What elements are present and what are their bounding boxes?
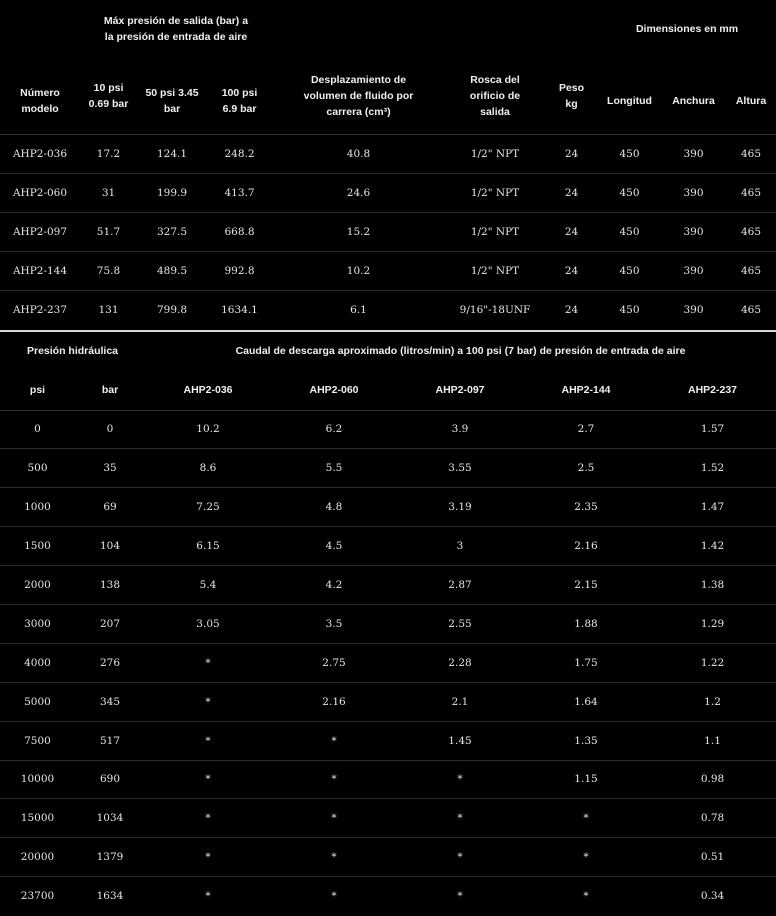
table-row — [0, 213, 776, 252]
table-cell: 10000 — [20, 773, 55, 786]
table-cell: 1.88 — [574, 617, 598, 630]
table-cell: 51.7 — [96, 226, 121, 238]
table-cell: 24 — [564, 187, 579, 199]
flow-group-flow-header: Caudal de descarga aproximado (litros/min) a 100 psi (7 bar) de presión de entrada de aire — [235, 345, 686, 357]
col-10psi-header: 10 psi 0.69 bar — [88, 82, 129, 110]
table-cell: 345 — [99, 695, 121, 708]
table-cell: 15.2 — [346, 226, 371, 238]
table-cell: 465 — [740, 187, 762, 199]
table-cell: 6.15 — [196, 540, 220, 553]
table-row — [0, 682, 776, 721]
specs-group-dimensions-header: Dimensiones en mm — [635, 23, 739, 35]
col-displacement-header: Desplazamiento de volumen de fluido por carrera (cm³) — [303, 74, 414, 118]
table-cell: AHP2-237 — [12, 304, 68, 317]
col-bar-header: bar — [101, 384, 119, 396]
table-row — [0, 721, 776, 760]
flow-group-pressure-header: Presión hidráulica — [26, 345, 119, 357]
table-cell: 465 — [740, 304, 762, 317]
table-cell: 1634.1 — [221, 304, 258, 317]
table-row — [0, 604, 776, 643]
table-cell: 17.2 — [96, 148, 121, 160]
table-row — [0, 643, 776, 682]
table-cell: * — [583, 851, 589, 864]
table-cell: 75.8 — [96, 265, 121, 277]
table-cell: 5000 — [24, 695, 51, 708]
table-cell: * — [331, 773, 337, 786]
table-cell: 2.15 — [574, 579, 598, 591]
specs-group-pressure-header: Máx presión de salida (bar) a la presión de entrada de aire — [103, 15, 249, 43]
table-cell: 327.5 — [156, 226, 188, 238]
table-cell: 1/2" NPT — [470, 187, 520, 199]
table-cell: 2.87 — [448, 579, 472, 591]
table-cell: 799.8 — [156, 304, 188, 317]
table-cell: 24 — [564, 265, 579, 277]
table-cell: 1/2" NPT — [470, 226, 520, 238]
table-cell: * — [205, 695, 211, 708]
col-weight-header: Peso kg — [558, 82, 585, 110]
table-cell: 489.5 — [156, 265, 188, 277]
col-psi-header: psi — [29, 384, 46, 396]
table-cell: 1000 — [24, 501, 51, 514]
table-cell: 4.5 — [325, 540, 343, 553]
table-cell: 690 — [99, 773, 121, 786]
table-cell: 2.16 — [322, 695, 346, 708]
table-row — [0, 760, 776, 799]
table-cell: 450 — [619, 304, 640, 317]
table-cell: 1.29 — [700, 617, 725, 630]
col-100psi-header: 100 psi 6.9 bar — [221, 87, 258, 115]
table-cell: 450 — [619, 187, 640, 199]
table-cell: 1500 — [24, 540, 51, 553]
table-cell: * — [457, 851, 463, 864]
table-cell: * — [457, 773, 463, 786]
table-cell: 1.1 — [704, 734, 721, 747]
col-length-header: Longitud — [607, 95, 652, 107]
table-cell: 465 — [740, 226, 762, 238]
table-cell: 131 — [98, 304, 119, 317]
table-cell: 450 — [619, 226, 640, 238]
table-cell: * — [331, 812, 337, 825]
table-row — [0, 799, 776, 838]
table-cell: 2.7 — [577, 423, 595, 436]
table-cell: 1.2 — [704, 695, 721, 708]
specs-table — [0, 0, 776, 330]
table-cell: 15000 — [20, 812, 55, 825]
table-cell: 6.2 — [325, 423, 343, 436]
table-cell: 3.5 — [325, 617, 343, 630]
table-cell: 1.22 — [700, 656, 725, 669]
table-cell: * — [205, 773, 211, 786]
table-row — [0, 838, 776, 877]
table-cell: 500 — [27, 462, 48, 475]
table-cell: 390 — [683, 265, 704, 277]
table-cell: 8.6 — [199, 462, 217, 475]
table-cell: 24 — [564, 148, 579, 160]
table-cell: * — [205, 890, 211, 903]
table-cell: 24 — [564, 226, 579, 238]
table-cell: 199.9 — [156, 187, 188, 199]
table-cell: AHP2-097 — [12, 226, 68, 238]
table-cell: 465 — [740, 265, 762, 277]
table-cell: 1.15 — [574, 773, 598, 786]
table-cell: 276 — [99, 656, 121, 669]
table-cell: AHP2-036 — [12, 148, 68, 160]
table-cell: 69 — [103, 501, 117, 514]
table-cell: 23700 — [20, 890, 55, 903]
table-cell: 1.47 — [700, 501, 725, 514]
table-cell: 992.8 — [224, 265, 255, 277]
table-cell: * — [331, 851, 337, 864]
table-cell: 1.42 — [700, 540, 725, 553]
table-cell: 104 — [99, 540, 121, 553]
table-cell: 207 — [99, 617, 121, 630]
col-model-036-header: AHP2-036 — [183, 384, 233, 396]
table-row — [0, 527, 776, 566]
table-cell: 40.8 — [346, 148, 371, 160]
table-row — [0, 291, 776, 330]
col-50psi-header: 50 psi 3.45 bar — [145, 87, 199, 115]
table-cell: 4.2 — [325, 579, 343, 591]
table-cell: 24 — [564, 304, 579, 317]
table-cell: 390 — [683, 226, 704, 238]
table-cell: 1034 — [96, 812, 124, 825]
table-cell: 3.55 — [448, 462, 472, 475]
table-cell: 668.8 — [224, 226, 255, 238]
table-cell: 517 — [99, 734, 121, 747]
table-cell: 4.8 — [325, 501, 343, 514]
table-cell: 0 — [34, 423, 41, 436]
table-cell: 3.05 — [196, 617, 220, 630]
table-cell: 1634 — [96, 890, 124, 903]
col-height-header: Altura — [735, 95, 767, 107]
table-cell: 20000 — [20, 851, 55, 864]
table-cell: 5.4 — [199, 579, 217, 591]
table-cell: 1.35 — [574, 734, 598, 747]
table-cell: 1.64 — [574, 695, 598, 708]
table-cell: 3.19 — [448, 501, 472, 514]
table-cell: 3000 — [24, 617, 51, 630]
table-cell: 10.2 — [346, 265, 371, 277]
table-cell: AHP2-144 — [12, 265, 68, 277]
table-cell: 138 — [99, 579, 121, 591]
table-cell: 450 — [619, 148, 640, 160]
table-cell: 7500 — [24, 734, 51, 747]
table-row — [0, 566, 776, 605]
col-model-237-header: AHP2-237 — [688, 384, 738, 396]
table-cell: 2.28 — [448, 656, 472, 669]
table-row — [0, 252, 776, 291]
table-cell: 1.45 — [448, 734, 472, 747]
table-cell: 1.52 — [700, 462, 725, 475]
table-row — [0, 449, 776, 488]
table-row — [0, 488, 776, 527]
table-cell: 4000 — [24, 656, 51, 669]
table-cell: 1/2" NPT — [470, 265, 520, 277]
table-cell: * — [331, 734, 337, 747]
table-cell: 248.2 — [224, 148, 255, 160]
table-cell: 413.7 — [224, 187, 255, 199]
col-model-097-header: AHP2-097 — [435, 384, 485, 396]
table-cell: 2000 — [24, 579, 51, 591]
table-cell: 1.57 — [700, 423, 725, 436]
table-cell: 2.16 — [574, 540, 598, 553]
table-cell: 0.51 — [700, 851, 725, 864]
table-cell: 3 — [456, 540, 464, 553]
table-cell: 0.98 — [700, 773, 725, 786]
table-cell: 2.1 — [451, 695, 469, 708]
table-cell: * — [457, 890, 463, 903]
table-cell: 1.38 — [700, 579, 725, 591]
table-cell: 1/2" NPT — [470, 148, 520, 160]
table-cell: * — [205, 812, 211, 825]
table-cell: * — [583, 812, 589, 825]
col-model-060-header: AHP2-060 — [309, 384, 359, 396]
table-cell: 0 — [106, 423, 114, 436]
table-cell: * — [205, 656, 211, 669]
table-cell: 390 — [683, 148, 704, 160]
table-cell: 7.25 — [196, 501, 220, 514]
table-cell: 6.1 — [350, 304, 367, 317]
table-cell: 2.75 — [322, 656, 346, 669]
table-cell: 3.9 — [451, 423, 469, 436]
table-cell: 2.55 — [448, 617, 472, 630]
table-cell: 31 — [101, 187, 116, 199]
table-cell: 390 — [683, 187, 704, 199]
table-cell: 35 — [103, 462, 117, 475]
col-model-header: Número modelo — [20, 87, 60, 115]
col-width-header: Anchura — [672, 95, 715, 107]
table-row — [0, 174, 776, 213]
col-thread-header: Rosca del orificio de salida — [469, 74, 521, 118]
table-row — [0, 877, 776, 916]
table-cell: * — [205, 851, 211, 864]
table-cell: 10.2 — [196, 423, 220, 436]
table-cell: 124.1 — [156, 148, 188, 160]
table-cell: 9/16"-18UNF — [459, 304, 531, 317]
table-cell: * — [583, 890, 589, 903]
table-cell: 465 — [740, 148, 762, 160]
table-cell: 24.6 — [346, 187, 371, 199]
flow-table — [0, 332, 776, 916]
table-cell: 2.35 — [574, 501, 598, 514]
table-cell: 1.75 — [574, 656, 598, 669]
table-cell: * — [331, 890, 337, 903]
table-row — [0, 410, 776, 449]
col-model-144-header: AHP2-144 — [561, 384, 611, 396]
table-row — [0, 135, 776, 174]
table-cell: AHP2-060 — [12, 187, 68, 199]
table-cell: 5.5 — [325, 462, 343, 475]
table-cell: 1379 — [96, 851, 124, 864]
table-cell: 390 — [683, 304, 704, 317]
table-cell: 0.34 — [700, 890, 725, 903]
table-cell: * — [457, 812, 463, 825]
table-cell: * — [205, 734, 211, 747]
table-cell: 450 — [619, 265, 640, 277]
table-cell: 2.5 — [577, 462, 595, 475]
table-cell: 0.78 — [700, 812, 725, 825]
